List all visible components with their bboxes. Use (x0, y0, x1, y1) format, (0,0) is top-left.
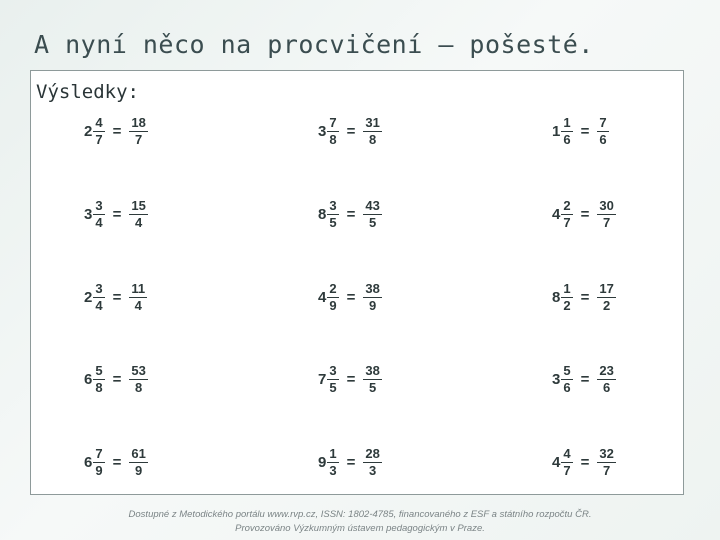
equals-sign: = (112, 454, 122, 471)
denominator: 6 (563, 380, 571, 395)
result-denominator: 6 (602, 380, 611, 395)
mixed-fraction (327, 447, 338, 478)
result-denominator: 5 (368, 215, 377, 230)
mixed-fraction (93, 364, 104, 395)
result-denominator: 4 (134, 215, 143, 230)
result-numerator: 32 (599, 446, 614, 461)
denominator: 7 (563, 215, 571, 230)
result-denominator: 8 (368, 132, 377, 147)
result-denominator: 5 (368, 380, 377, 395)
mixed-fraction (93, 447, 104, 478)
result-denominator: 2 (602, 298, 611, 313)
improper-fraction (597, 447, 615, 478)
whole-number: 6 (84, 371, 93, 388)
numerator: 4 (563, 446, 571, 461)
numerator: 3 (329, 363, 337, 378)
numerator: 1 (563, 115, 571, 130)
equals-sign: = (580, 206, 590, 223)
denominator: 5 (329, 215, 337, 230)
whole-number: 7 (318, 371, 327, 388)
mixed-fraction (327, 199, 338, 230)
mixed-fraction (327, 364, 338, 395)
footer-line-2: Provozováno Výzkumným ústavem pedagogickým v Praze. (235, 523, 485, 534)
equation-row5-middle (318, 447, 382, 478)
equals-sign: = (112, 371, 122, 388)
numerator: 7 (95, 446, 103, 461)
improper-fraction (129, 364, 147, 395)
result-numerator: 38 (365, 281, 380, 296)
result-numerator: 53 (131, 363, 146, 378)
improper-fraction (597, 199, 615, 230)
numerator: 2 (329, 281, 337, 296)
mixed-fraction (561, 282, 572, 313)
improper-fraction (129, 447, 147, 478)
mixed-fraction (93, 199, 104, 230)
numerator: 1 (563, 281, 571, 296)
numerator: 2 (563, 198, 571, 213)
denominator: 7 (95, 132, 103, 147)
equals-sign: = (112, 123, 122, 140)
equals-sign: = (112, 206, 122, 223)
result-denominator: 9 (368, 298, 377, 313)
equals-sign: = (346, 454, 356, 471)
mixed-fraction (561, 447, 572, 478)
denominator: 4 (95, 215, 103, 230)
whole-number: 8 (552, 289, 561, 306)
improper-fraction (129, 282, 147, 313)
result-numerator: 11 (131, 281, 146, 296)
equals-sign: = (346, 371, 356, 388)
result-numerator: 30 (599, 198, 614, 213)
numerator: 3 (95, 281, 103, 296)
result-denominator: 7 (602, 463, 611, 478)
numerator: 4 (95, 115, 103, 130)
mixed-fraction (561, 364, 572, 395)
result-denominator: 7 (134, 132, 143, 147)
equation-row3-middle (318, 282, 382, 313)
equation-row5-right (552, 447, 616, 478)
equation-row1-right (552, 116, 609, 147)
numerator: 7 (329, 115, 337, 130)
equals-sign: = (112, 289, 122, 306)
equals-sign: = (580, 371, 590, 388)
improper-fraction (363, 199, 381, 230)
whole-number: 9 (318, 454, 327, 471)
whole-number: 6 (84, 454, 93, 471)
mixed-fraction (327, 116, 338, 147)
result-numerator: 18 (131, 115, 146, 130)
improper-fraction (363, 282, 381, 313)
numerator: 3 (95, 198, 103, 213)
mixed-fraction (327, 282, 338, 313)
whole-number: 2 (84, 289, 93, 306)
improper-fraction (363, 116, 381, 147)
whole-number: 4 (552, 206, 561, 223)
denominator: 4 (95, 298, 103, 313)
result-denominator: 6 (599, 132, 607, 147)
denominator: 3 (329, 463, 337, 478)
whole-number: 3 (318, 123, 327, 140)
equation-row2-middle (318, 199, 382, 230)
denominator: 5 (329, 380, 337, 395)
whole-number: 2 (84, 123, 93, 140)
mixed-fraction (561, 199, 572, 230)
denominator: 9 (95, 463, 103, 478)
improper-fraction (597, 116, 608, 147)
result-denominator: 9 (134, 463, 143, 478)
page-title: A nyní něco na procvičení – pošesté. (34, 30, 594, 59)
equation-row5-left (84, 447, 148, 478)
whole-number: 3 (84, 206, 93, 223)
denominator: 9 (329, 298, 337, 313)
whole-number: 1 (552, 123, 561, 140)
equation-row2-left (84, 199, 148, 230)
numerator: 5 (95, 363, 103, 378)
improper-fraction (129, 199, 147, 230)
equation-row3-left (84, 282, 147, 313)
whole-number: 8 (318, 206, 327, 223)
denominator: 8 (329, 132, 337, 147)
footer (90, 508, 630, 536)
equation-row3-right (552, 282, 616, 313)
result-numerator: 28 (365, 446, 380, 461)
result-numerator: 31 (365, 115, 380, 130)
equation-row1-left (84, 116, 148, 147)
mixed-fraction (93, 116, 104, 147)
result-numerator: 43 (365, 198, 380, 213)
denominator: 2 (563, 298, 571, 313)
improper-fraction (363, 447, 381, 478)
whole-number: 4 (552, 454, 561, 471)
denominator: 7 (563, 463, 571, 478)
equation-row4-middle (318, 364, 382, 395)
whole-number: 4 (318, 289, 327, 306)
results-label: Výsledky: (36, 81, 139, 103)
equals-sign: = (346, 206, 356, 223)
improper-fraction (129, 116, 147, 147)
result-numerator: 38 (365, 363, 380, 378)
equation-row1-middle (318, 116, 382, 147)
result-denominator: 3 (368, 463, 377, 478)
result-denominator: 7 (602, 215, 611, 230)
result-denominator: 8 (134, 380, 143, 395)
equals-sign: = (580, 289, 590, 306)
numerator: 1 (329, 446, 337, 461)
result-numerator: 17 (599, 281, 614, 296)
equals-sign: = (580, 123, 590, 140)
improper-fraction (597, 282, 615, 313)
numerator: 3 (329, 198, 337, 213)
equation-row4-left (84, 364, 148, 395)
numerator: 5 (563, 363, 571, 378)
result-numerator: 61 (131, 446, 146, 461)
equals-sign: = (346, 123, 356, 140)
whole-number: 3 (552, 371, 561, 388)
denominator: 8 (95, 380, 103, 395)
mixed-fraction (93, 282, 104, 313)
equals-sign: = (580, 454, 590, 471)
result-denominator: 4 (134, 298, 142, 313)
improper-fraction (597, 364, 615, 395)
result-numerator: 23 (599, 363, 614, 378)
improper-fraction (363, 364, 381, 395)
equation-row2-right (552, 199, 616, 230)
denominator: 6 (563, 132, 571, 147)
mixed-fraction (561, 116, 572, 147)
result-numerator: 7 (599, 115, 607, 130)
result-numerator: 15 (131, 198, 146, 213)
equation-row4-right (552, 364, 616, 395)
footer-line-1: Dostupné z Metodického portálu www.rvp.cz, ISSN: 1802-4785, financovaného z ESF a státního rozpočtu ČR. (128, 509, 592, 520)
equals-sign: = (346, 289, 356, 306)
